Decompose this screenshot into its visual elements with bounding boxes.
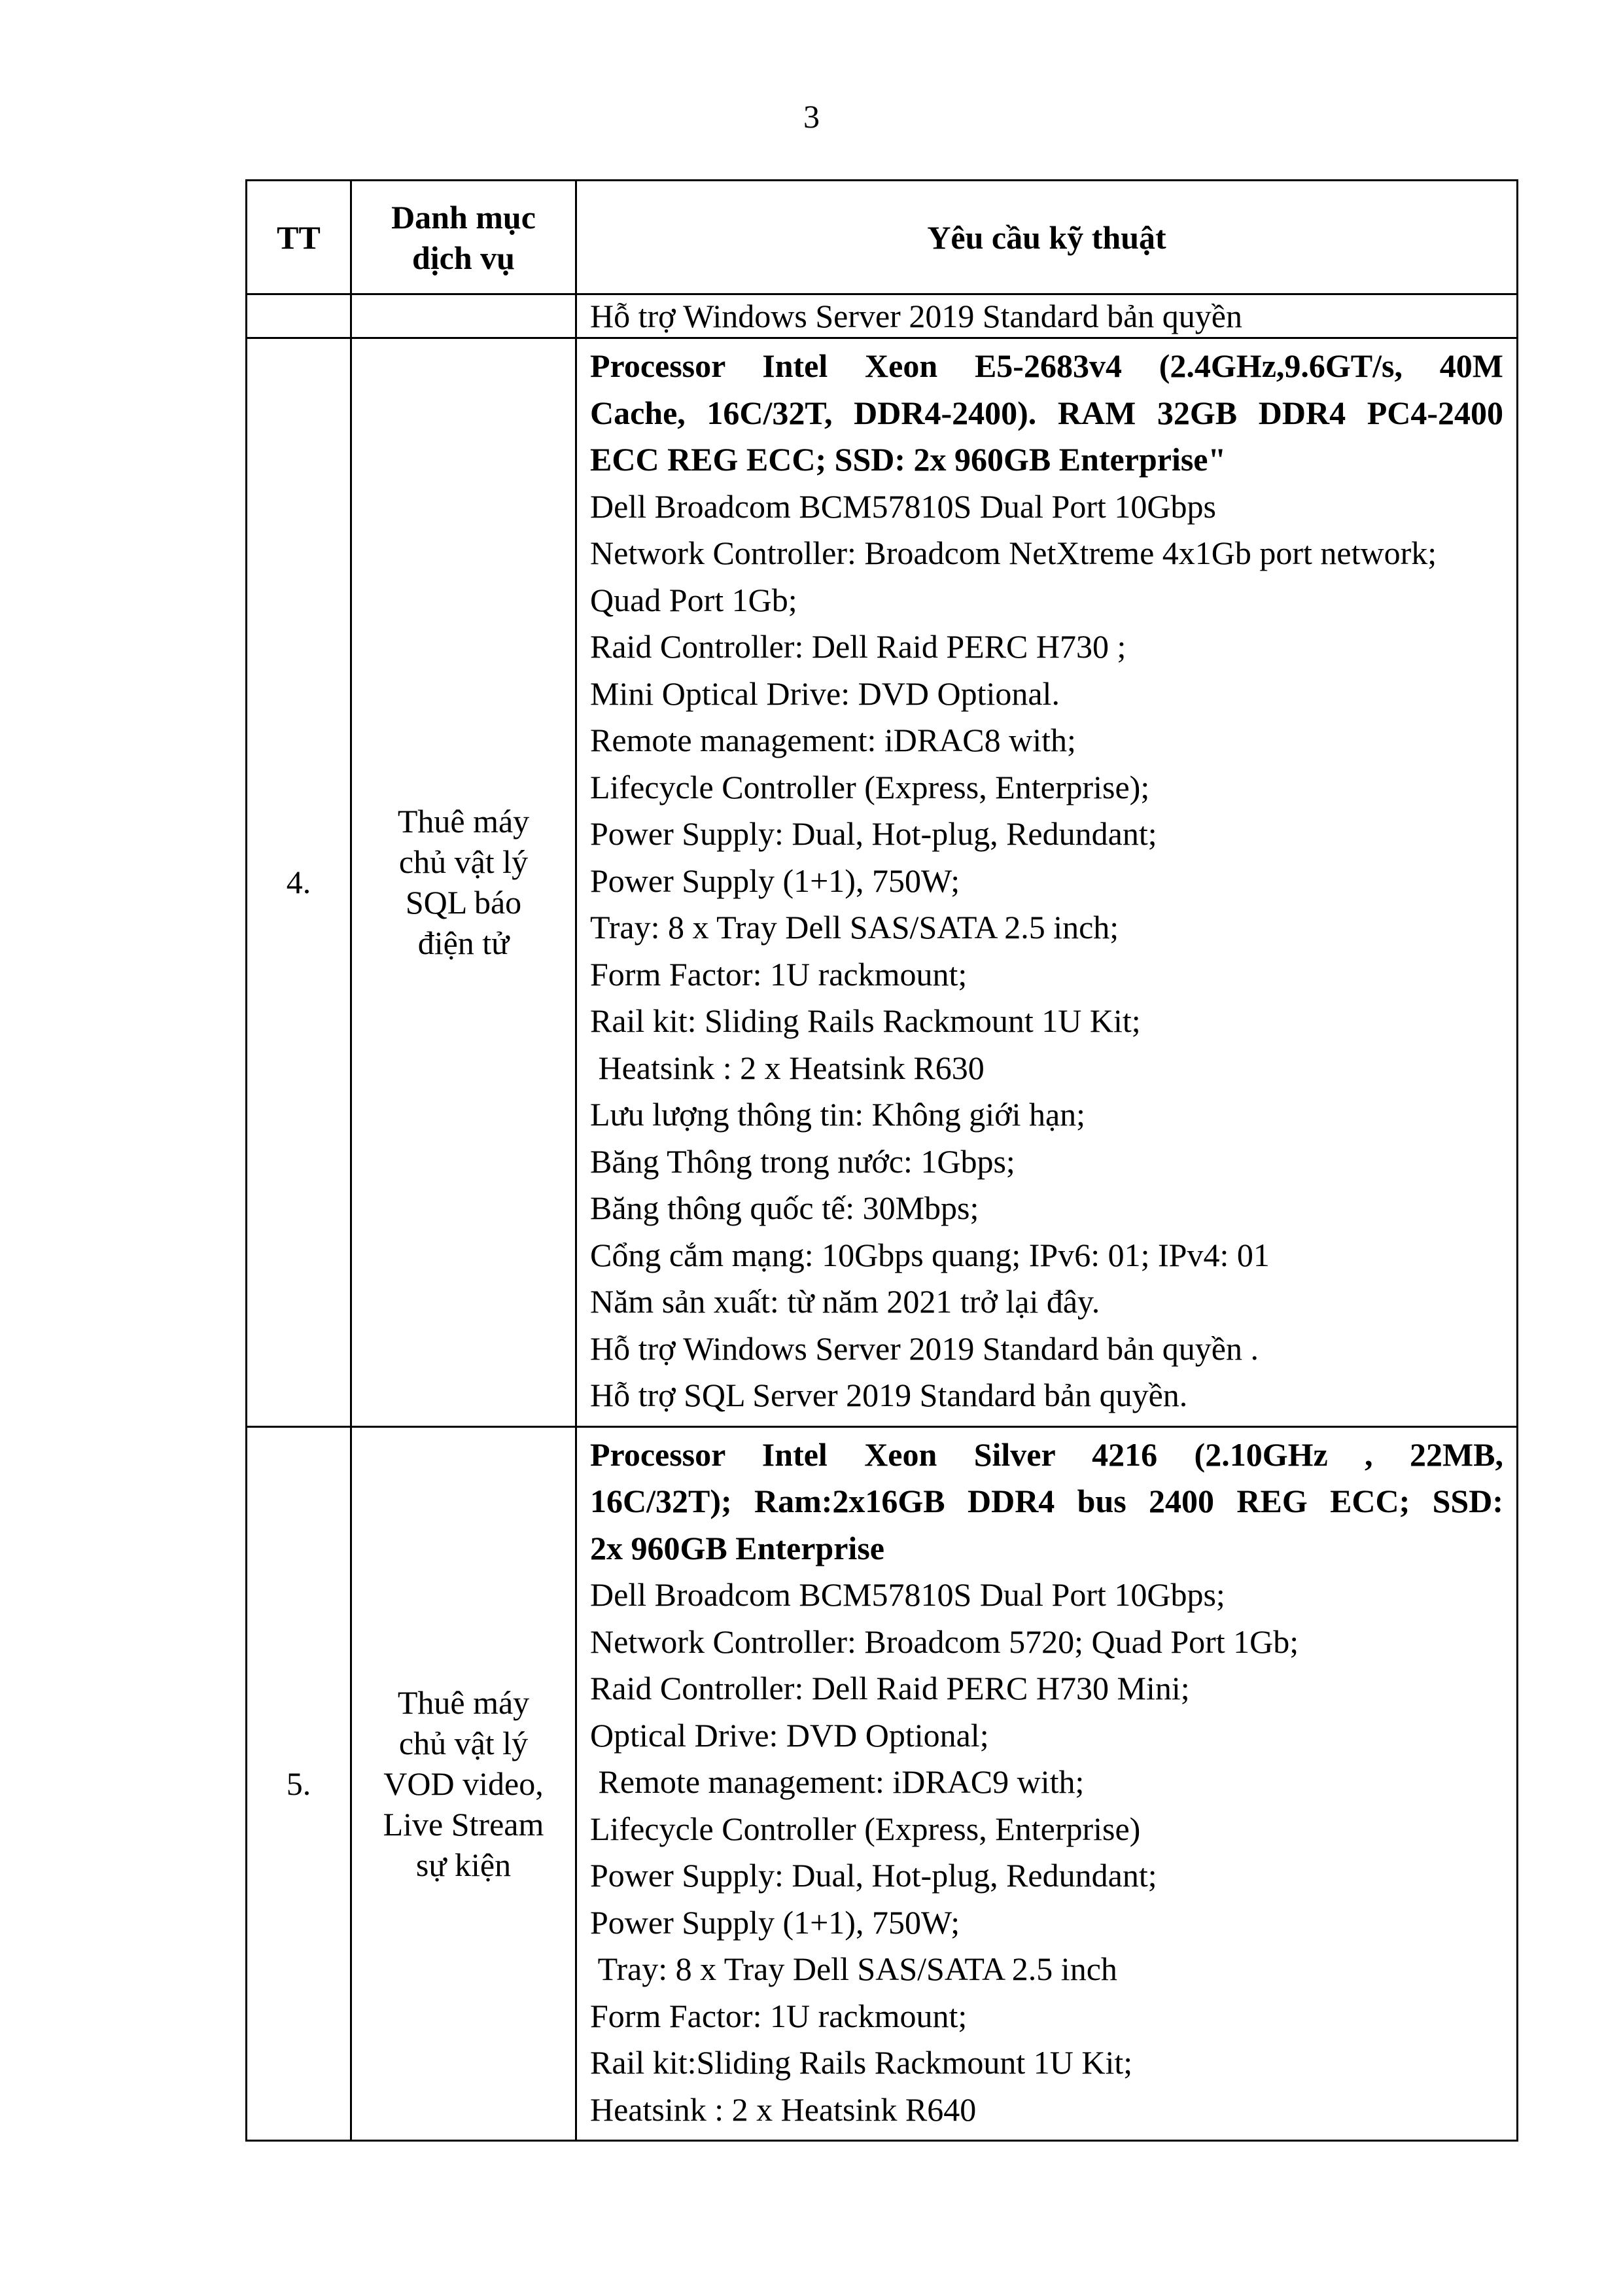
- category-line: Live Stream: [383, 1805, 544, 1843]
- page-number: 3: [803, 98, 820, 135]
- requirement-line: Lifecycle Controller (Express, Enterprise): [590, 1810, 1141, 1847]
- requirement-line: Power Supply: Dual, Hot-plug, Redundant;: [590, 1857, 1157, 1894]
- category-line: chủ vật lý: [398, 843, 529, 881]
- header-category-line: Danh mục: [391, 198, 536, 236]
- requirement-line: Remote management: iDRAC9 with;: [590, 1763, 1085, 1800]
- requirement-line: Power Supply (1+1), 750W;: [590, 1903, 960, 1941]
- requirement-line: Lifecycle Controller (Express, Enterprise);: [590, 768, 1150, 805]
- requirement-line: Quad Port 1Gb;: [590, 581, 797, 618]
- header-category-line: dịch vụ: [411, 239, 515, 276]
- requirement-line: Form Factor: 1U rackmount;: [590, 955, 968, 993]
- requirement-line: Dell Broadcom BCM57810S Dual Port 10Gbps;: [590, 1576, 1225, 1613]
- requirement-line: Optical Drive: DVD Optional;: [590, 1716, 989, 1754]
- requirement-bold-line: Processor Intel Xeon Silver 4216 (2.10GHz , 22MB,: [590, 1436, 1503, 1473]
- requirement-bold-line: ECC REG ECC; SSD: 2x 960GB Enterprise": [590, 441, 1227, 478]
- cell-requirement: Hỗ trợ Windows Server 2019 Standard bản quyền: [576, 294, 1518, 338]
- requirement-line: Raid Controller: Dell Raid PERC H730 ;: [590, 628, 1126, 665]
- requirement-line: Dell Broadcom BCM57810S Dual Port 10Gbps: [590, 487, 1216, 525]
- requirement-line: Mini Optical Drive: DVD Optional.: [590, 675, 1060, 712]
- requirement-line: Băng thông quốc tế: 30Mbps;: [590, 1190, 979, 1226]
- requirement-line: Network Controller: Broadcom 5720; Quad Port 1Gb;: [590, 1623, 1299, 1660]
- requirement-line: Remote management: iDRAC8 with;: [590, 722, 1076, 758]
- cell-tt: 4.: [247, 338, 351, 1427]
- requirement-line: Hỗ trợ Windows Server 2019 Standard bản quyền .: [590, 1330, 1259, 1367]
- requirement-bold-line: 2x 960GB Enterprise: [590, 1529, 884, 1566]
- table-header-row: [247, 181, 1518, 294]
- category-line: Thuê máy: [397, 803, 530, 840]
- requirement-line: Tray: 8 x Tray Dell SAS/SATA 2.5 inch: [590, 1951, 1117, 1987]
- cell-category: [351, 1426, 576, 2141]
- requirement-bold-line: 16C/32T); Ram:2x16GB DDR4 bus 2400 REG ECC; SSD:: [590, 1483, 1503, 1519]
- table-row-continuation: [247, 294, 1518, 338]
- requirement-line: Hỗ trợ SQL Server 2019 Standard bản quyền.: [590, 1377, 1188, 1413]
- requirement-line: Tray: 8 x Tray Dell SAS/SATA 2.5 inch;: [590, 909, 1119, 945]
- requirement-line: Năm sản xuất: từ năm 2021 trở lại đây.: [590, 1283, 1100, 1320]
- category-line: điện tử: [417, 925, 510, 962]
- category-line: Thuê máy: [397, 1684, 530, 1721]
- category-line: VOD video,: [383, 1765, 544, 1802]
- requirement-bold-line: Cache, 16C/32T, DDR4-2400). RAM 32GB DDR4 PC4-2400: [590, 394, 1503, 431]
- category-line: SQL báo: [405, 884, 522, 921]
- table-row: [247, 338, 1518, 1427]
- header-tt: TT: [247, 181, 351, 294]
- cell-tt-empty: [247, 294, 351, 338]
- requirement-line: Raid Controller: Dell Raid PERC H730 Mini;: [590, 1670, 1190, 1706]
- requirements-table: [245, 179, 1518, 2142]
- category-line: sự kiện: [415, 1846, 512, 1883]
- requirement-line: Heatsink : 2 x Heatsink R630: [590, 1049, 985, 1086]
- cell-category-empty: [351, 294, 576, 338]
- requirement-line: Power Supply (1+1), 750W;: [590, 862, 960, 899]
- requirement-line: Rail kit:Sliding Rails Rackmount 1U Kit;: [590, 2044, 1133, 2081]
- requirement-bold-line: Processor Intel Xeon E5-2683v4 (2.4GHz,9.6GT/s, 40M: [590, 347, 1503, 384]
- requirement-line: Cổng cắm mạng: 10Gbps quang; IPv6: 01; IPv4: 01: [590, 1236, 1270, 1273]
- requirement-line: Form Factor: 1U rackmount;: [590, 1997, 968, 2034]
- cell-requirements: [576, 1426, 1518, 2141]
- cell-tt: 5.: [247, 1426, 351, 2141]
- cell-category: [351, 338, 576, 1427]
- requirement-line: Network Controller: Broadcom NetXtreme 4x1Gb port network;: [590, 535, 1437, 571]
- header-category: [351, 181, 576, 294]
- header-requirements: Yêu cầu kỹ thuật: [576, 181, 1518, 294]
- requirement-line: Rail kit: Sliding Rails Rackmount 1U Kit;: [590, 1002, 1141, 1039]
- requirement-line: Băng Thông trong nước: 1Gbps;: [590, 1142, 1015, 1180]
- requirement-line: Power Supply: Dual, Hot-plug, Redundant;: [590, 815, 1157, 852]
- cell-requirements: [576, 338, 1518, 1427]
- requirement-line: Heatsink : 2 x Heatsink R640: [590, 2091, 977, 2128]
- category-line: chủ vật lý: [398, 1724, 529, 1761]
- table-row: [247, 1426, 1518, 2141]
- requirement-line: Lưu lượng thông tin: Không giới hạn;: [590, 1096, 1086, 1133]
